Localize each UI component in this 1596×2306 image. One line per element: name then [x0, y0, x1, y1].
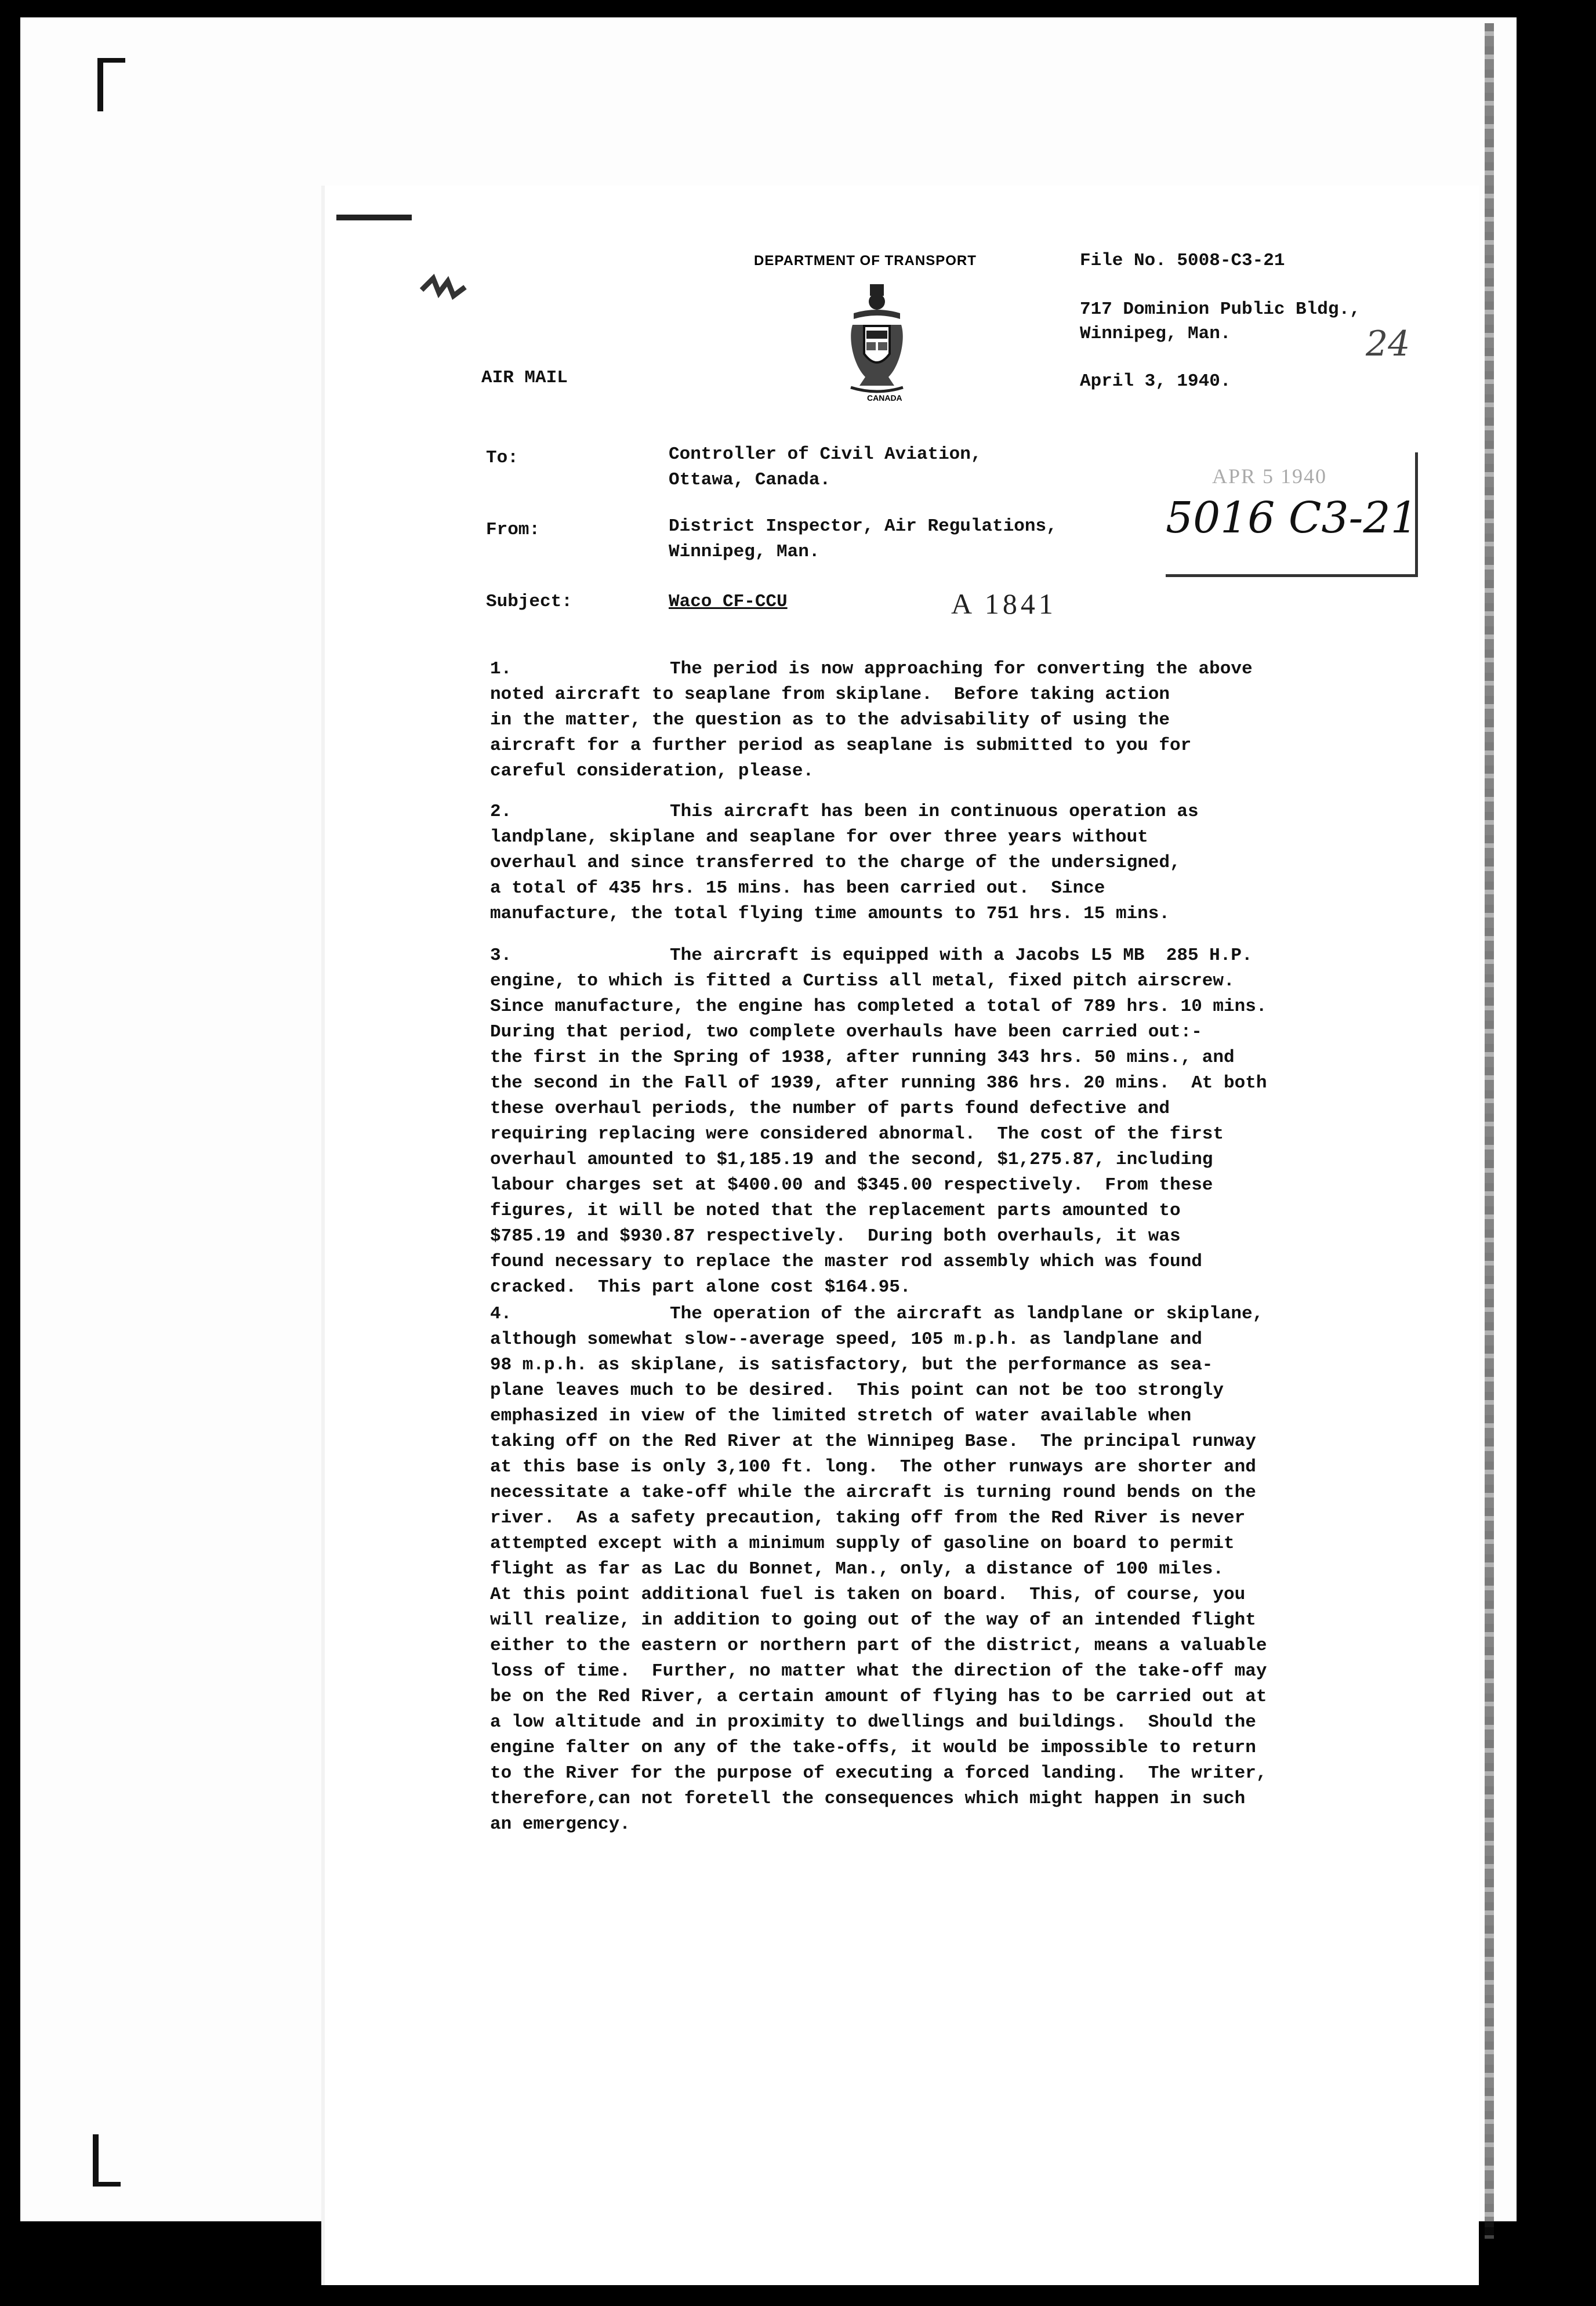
department-heading: DEPARTMENT OF TRANSPORT [754, 253, 977, 269]
crest-caption: CANADA [867, 393, 902, 403]
paragraph-line: overhaul amounted to $1,185.19 and the second, $1,275.87, including [490, 1150, 1213, 1170]
address-line-1: 717 Dominion Public Bldg., [1080, 299, 1361, 320]
paragraph-line: be on the Red River, a certain amount of flying has to be carried out at [490, 1687, 1267, 1707]
ink-smudge-icon [419, 273, 471, 307]
letter-date: April 3, 1940. [1080, 371, 1231, 391]
corner-mark-bottom-left [93, 2134, 99, 2187]
paragraph-line: careful consideration, please. [490, 761, 814, 781]
paragraph-line: these overhaul periods, the number of parts found defective and [490, 1098, 1170, 1119]
address-line-2: Winnipeg, Man. [1080, 324, 1231, 344]
paragraph-line: an emergency. [490, 1814, 630, 1834]
paragraph-line: During that period, two complete overhauls have been carried out:- [490, 1022, 1202, 1042]
paragraph-line: noted aircraft to seaplane from skiplane. Before taking action [490, 684, 1170, 705]
paragraph-number: 2. [490, 802, 512, 822]
film-edge [1485, 23, 1494, 2239]
paragraph-line: $785.19 and $930.87 respectively. During both overhauls, it was [490, 1226, 1181, 1246]
air-mail-label: AIR MAIL [481, 368, 568, 388]
paragraph-line: figures, it will be noted that the replacement parts amounted to [490, 1201, 1181, 1221]
handwritten-file-number: 5016 C3-21 [1166, 493, 1418, 543]
paragraph-line: requiring replacing were considered abnormal. The cost of the first [490, 1124, 1224, 1144]
paragraph-line: in the matter, the question as to the advisability of using the [490, 710, 1170, 730]
paragraph-line: aircraft for a further period as seaplane is submitted to you for [490, 735, 1192, 756]
received-stamp-date: APR 5 1940 [1212, 465, 1327, 488]
accession-stamp: A 1841 [951, 588, 1057, 620]
paragraph-line: the first in the Spring of 1938, after running 343 hrs. 50 mins., and [490, 1047, 1235, 1068]
paragraph-line: flight as far as Lac du Bonnet, Man., only, a distance of 100 miles. [490, 1559, 1224, 1579]
from-label: From: [486, 520, 541, 540]
filing-mark [336, 215, 412, 220]
paragraph-1 [490, 657, 1383, 784]
from-line-1: District Inspector, Air Regulations, [669, 516, 1057, 536]
paragraph-line: The operation of the aircraft as landplane or skiplane, [670, 1304, 1264, 1324]
paragraph-line: engine falter on any of the take-offs, it would be impossible to return [490, 1738, 1256, 1758]
paragraph-line: plane leaves much to be desired. This point can not be too strongly [490, 1380, 1224, 1401]
paragraph-line: overhaul and since transferred to the charge of the undersigned, [490, 853, 1181, 873]
paragraph-4 [490, 1301, 1383, 1837]
paragraph-number: 1. [490, 659, 512, 679]
paragraph-line: therefore,can not foretell the consequences which might happen in such [490, 1789, 1246, 1809]
paragraph-line: attempted except with a minimum supply of gasoline on board to permit [490, 1533, 1235, 1554]
paragraph-number: 4. [490, 1304, 512, 1324]
paragraph-line: a total of 435 hrs. 15 mins. has been carried out. Since [490, 878, 1105, 898]
paragraph-line: The period is now approaching for converting the above [670, 659, 1253, 679]
paragraph-line: At this point additional fuel is taken on board. This, of course, you [490, 1585, 1246, 1605]
subject-text: Waco CF-CCU [669, 592, 788, 612]
paragraph-line: the second in the Fall of 1939, after running 386 hrs. 20 mins. At both [490, 1073, 1267, 1093]
handwritten-page-number: 24 [1366, 324, 1410, 364]
subject-value [669, 589, 788, 615]
paragraph-line: either to the eastern or northern part of the district, means a valuable [490, 1636, 1267, 1656]
paragraph-line: at this base is only 3,100 ft. long. The other runways are shorter and [490, 1457, 1256, 1477]
paragraph-2 [490, 799, 1383, 927]
from-line-2: Winnipeg, Man. [669, 542, 820, 562]
paragraph-line: to the River for the purpose of executing a forced landing. The writer, [490, 1763, 1267, 1783]
coat-of-arms-icon [848, 284, 906, 394]
to-line-1: Controller of Civil Aviation, [669, 444, 982, 465]
paragraph-line: necessitate a take-off while the aircraft is turning round bends on the [490, 1482, 1256, 1503]
paragraph-line: found necessary to replace the master rod assembly which was found [490, 1252, 1202, 1272]
paragraph-line: The aircraft is equipped with a Jacobs L5 MB 285 H.P. [670, 945, 1253, 966]
paragraph-line: a low altitude and in proximity to dwellings and buildings. Should the [490, 1712, 1256, 1732]
to-label: To: [486, 448, 518, 468]
to-line-2: Ottawa, Canada. [669, 470, 831, 490]
corner-mark-top-left-arm [97, 58, 125, 63]
paragraph-line: will realize, in addition to going out of the way of an intended flight [490, 1610, 1256, 1630]
paragraph-line: taking off on the Red River at the Winnipeg Base. The principal runway [490, 1431, 1256, 1452]
paragraph-line: Since manufacture, the engine has completed a total of 789 hrs. 10 mins. [490, 996, 1267, 1017]
paragraph-3 [490, 943, 1383, 1300]
corner-mark-top-left [97, 58, 103, 111]
paragraph-line: landplane, skiplane and seaplane for over three years without [490, 827, 1148, 847]
paragraph-number: 3. [490, 945, 512, 966]
paragraph-line: This aircraft has been in continuous operation as [670, 802, 1199, 822]
paragraph-line: engine, to which is fitted a Curtiss all metal, fixed pitch airscrew. [490, 971, 1235, 991]
paragraph-line: labour charges set at $400.00 and $345.00 respectively. From these [490, 1175, 1213, 1195]
paragraph-line: river. As a safety precaution, taking off from the Red River is never [490, 1508, 1246, 1528]
corner-mark-bottom-left-arm [93, 2182, 121, 2187]
subject-label: Subject: [486, 592, 572, 612]
paragraph-line: although somewhat slow--average speed, 105 m.p.h. as landplane and [490, 1329, 1202, 1350]
paragraph-line: emphasized in view of the limited stretch of water available when [490, 1406, 1192, 1426]
paragraph-line: loss of time. Further, no matter what the direction of the take-off may [490, 1661, 1267, 1681]
paragraph-line: cracked. This part alone cost $164.95. [490, 1277, 911, 1297]
file-number: File No. 5008-C3-21 [1080, 251, 1285, 271]
paragraph-line: manufacture, the total flying time amounts to 751 hrs. 15 mins. [490, 904, 1170, 924]
paragraph-line: 98 m.p.h. as skiplane, is satisfactory, but the performance as sea- [490, 1355, 1213, 1375]
